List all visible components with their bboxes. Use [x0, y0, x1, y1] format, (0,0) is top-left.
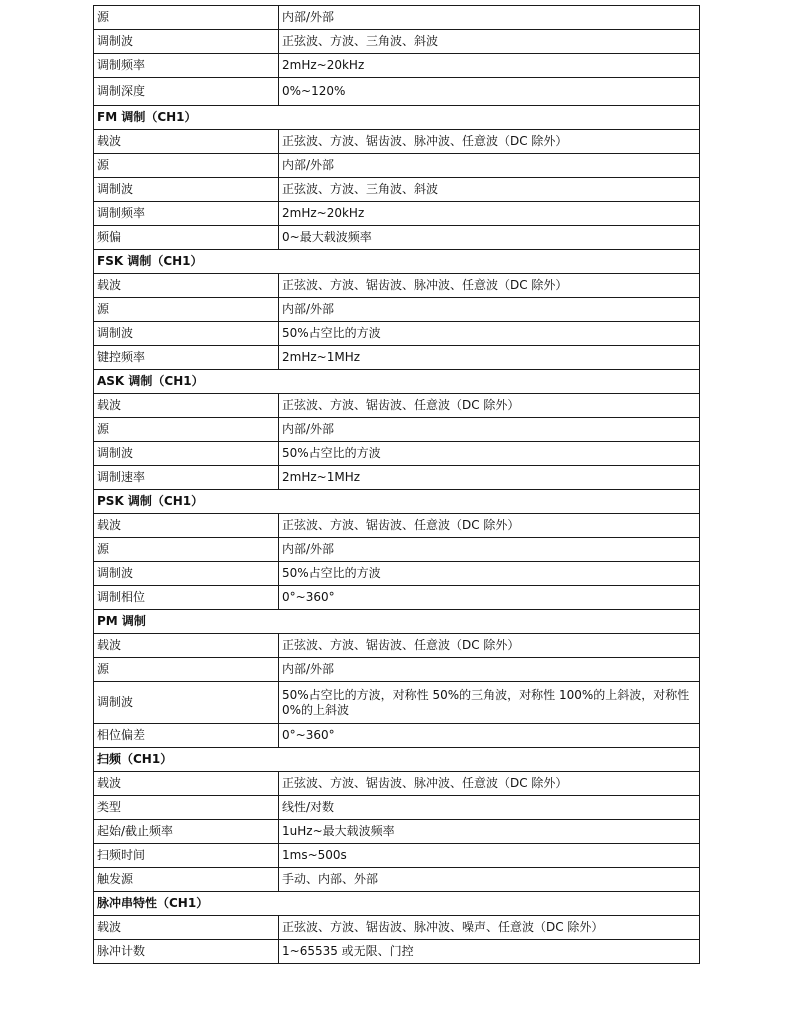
- spec-value: 手动、内部、外部: [279, 868, 700, 892]
- spec-label: 调制深度: [94, 78, 279, 106]
- spec-table-body: [94, 6, 700, 964]
- spec-row: [94, 178, 700, 202]
- spec-row: [94, 202, 700, 226]
- spec-label: 载波: [94, 274, 279, 298]
- spec-row: [94, 772, 700, 796]
- spec-label: 调制波: [94, 562, 279, 586]
- spec-label: 调制波: [94, 178, 279, 202]
- spec-value: 内部/外部: [279, 538, 700, 562]
- spec-row: [94, 394, 700, 418]
- section-title: 脉冲串特性（CH1）: [94, 892, 700, 916]
- section-header-row: [94, 610, 700, 634]
- spec-label: 源: [94, 154, 279, 178]
- spec-label: 载波: [94, 916, 279, 940]
- spec-value: 内部/外部: [279, 6, 700, 30]
- spec-label: 源: [94, 298, 279, 322]
- spec-row: [94, 226, 700, 250]
- spec-label: 调制波: [94, 322, 279, 346]
- spec-label: 源: [94, 538, 279, 562]
- spec-value: 正弦波、方波、锯齿波、脉冲波、噪声、任意波（DC 除外）: [279, 916, 700, 940]
- spec-label: 调制频率: [94, 202, 279, 226]
- section-header-row: [94, 892, 700, 916]
- section-title: FM 调制（CH1）: [94, 106, 700, 130]
- spec-row: [94, 442, 700, 466]
- spec-row: [94, 298, 700, 322]
- spec-value: 正弦波、方波、三角波、斜波: [279, 30, 700, 54]
- spec-label: 起始/截止频率: [94, 820, 279, 844]
- spec-row: [94, 346, 700, 370]
- spec-label: 载波: [94, 772, 279, 796]
- spec-row: [94, 796, 700, 820]
- spec-label: 载波: [94, 634, 279, 658]
- spec-row: [94, 322, 700, 346]
- section-title: FSK 调制（CH1）: [94, 250, 700, 274]
- spec-value: 1uHz~最大载波频率: [279, 820, 700, 844]
- spec-value: 0~最大载波频率: [279, 226, 700, 250]
- spec-label: 源: [94, 418, 279, 442]
- section-header-row: [94, 490, 700, 514]
- section-title: ASK 调制（CH1）: [94, 370, 700, 394]
- spec-label: 频偏: [94, 226, 279, 250]
- section-title: PM 调制: [94, 610, 700, 634]
- spec-value: 50%占空比的方波: [279, 562, 700, 586]
- spec-table: [93, 5, 700, 964]
- spec-row: [94, 658, 700, 682]
- spec-label: 载波: [94, 514, 279, 538]
- spec-row: [94, 6, 700, 30]
- spec-value: 正弦波、方波、三角波、斜波: [279, 178, 700, 202]
- spec-value: 2mHz~1MHz: [279, 346, 700, 370]
- spec-value: 正弦波、方波、锯齿波、脉冲波、任意波（DC 除外）: [279, 772, 700, 796]
- spec-value: 内部/外部: [279, 298, 700, 322]
- spec-label: 键控频率: [94, 346, 279, 370]
- spec-row: [94, 724, 700, 748]
- spec-label: 触发源: [94, 868, 279, 892]
- spec-label: 调制波: [94, 30, 279, 54]
- spec-row: [94, 130, 700, 154]
- spec-row: [94, 78, 700, 106]
- spec-row: [94, 682, 700, 724]
- spec-row: [94, 586, 700, 610]
- spec-value: 正弦波、方波、锯齿波、任意波（DC 除外）: [279, 634, 700, 658]
- section-title: PSK 调制（CH1）: [94, 490, 700, 514]
- spec-label: 源: [94, 658, 279, 682]
- spec-row: [94, 418, 700, 442]
- spec-row: [94, 538, 700, 562]
- spec-value: 正弦波、方波、锯齿波、任意波（DC 除外）: [279, 514, 700, 538]
- spec-label: 扫频时间: [94, 844, 279, 868]
- spec-label: 相位偏差: [94, 724, 279, 748]
- spec-label: 脉冲计数: [94, 940, 279, 964]
- spec-value: 0%~120%: [279, 78, 700, 106]
- spec-row: [94, 820, 700, 844]
- spec-value: 正弦波、方波、锯齿波、脉冲波、任意波（DC 除外）: [279, 130, 700, 154]
- spec-value: 2mHz~20kHz: [279, 202, 700, 226]
- section-header-row: [94, 106, 700, 130]
- spec-label: 调制相位: [94, 586, 279, 610]
- spec-row: [94, 562, 700, 586]
- spec-row: [94, 940, 700, 964]
- spec-row: [94, 274, 700, 298]
- spec-value: 50%占空比的方波: [279, 322, 700, 346]
- section-header-row: [94, 748, 700, 772]
- spec-value: 2mHz~1MHz: [279, 466, 700, 490]
- spec-row: [94, 154, 700, 178]
- spec-label: 源: [94, 6, 279, 30]
- spec-label: 载波: [94, 130, 279, 154]
- spec-value: 1ms~500s: [279, 844, 700, 868]
- spec-value: 正弦波、方波、锯齿波、任意波（DC 除外）: [279, 394, 700, 418]
- spec-value: 0°~360°: [279, 724, 700, 748]
- spec-value: 内部/外部: [279, 154, 700, 178]
- section-title: 扫频（CH1）: [94, 748, 700, 772]
- section-header-row: [94, 370, 700, 394]
- spec-label: 调制频率: [94, 54, 279, 78]
- spec-value: 1~65535 或无限、门控: [279, 940, 700, 964]
- spec-row: [94, 634, 700, 658]
- spec-value: 50%占空比的方波，对称性 50%的三角波，对称性 100%的上斜波，对称性 0%的上斜波: [279, 682, 700, 724]
- spec-value: 2mHz~20kHz: [279, 54, 700, 78]
- spec-label: 类型: [94, 796, 279, 820]
- spec-value: 内部/外部: [279, 418, 700, 442]
- spec-row: [94, 514, 700, 538]
- spec-label: 调制波: [94, 442, 279, 466]
- spec-value: 内部/外部: [279, 658, 700, 682]
- spec-row: [94, 30, 700, 54]
- spec-label: 调制速率: [94, 466, 279, 490]
- spec-value: 正弦波、方波、锯齿波、脉冲波、任意波（DC 除外）: [279, 274, 700, 298]
- section-header-row: [94, 250, 700, 274]
- spec-row: [94, 844, 700, 868]
- spec-row: [94, 868, 700, 892]
- spec-value: 50%占空比的方波: [279, 442, 700, 466]
- spec-row: [94, 466, 700, 490]
- spec-label: 载波: [94, 394, 279, 418]
- spec-label: 调制波: [94, 682, 279, 724]
- spec-value: 线性/对数: [279, 796, 700, 820]
- spec-value: 0°~360°: [279, 586, 700, 610]
- spec-row: [94, 54, 700, 78]
- spec-row: [94, 916, 700, 940]
